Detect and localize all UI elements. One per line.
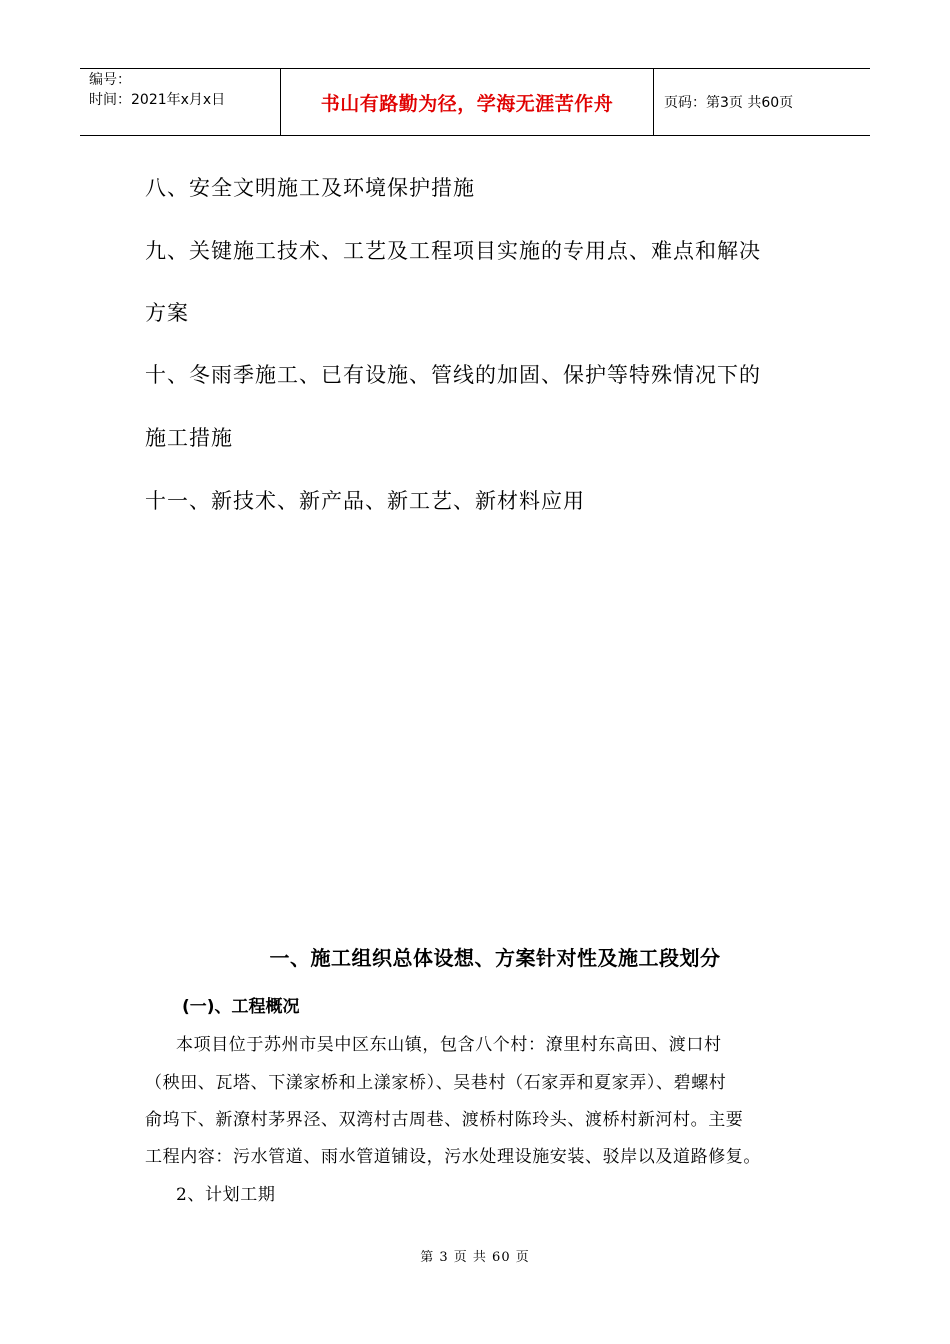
toc-item-11: 十一、新技术、新产品、新工艺、新材料应用 bbox=[145, 489, 585, 513]
subsection-title: (一)、工程概况 bbox=[182, 997, 300, 1017]
paragraph-line: 本项目位于苏州市吴中区东山镇，包含八个村：潦里村东高田、渡口村 bbox=[176, 1035, 722, 1055]
paragraph-line: （秧田、瓦塔、下漾家桥和上漾家桥）、吴巷村（石家弄和夏家弄）、碧螺村 bbox=[145, 1073, 727, 1093]
number-label: 编号： bbox=[89, 72, 131, 88]
toc-item-9: 九、关键施工技术、工艺及工程项目实施的专用点、难点和解决 bbox=[145, 239, 761, 263]
paragraph-line: 俞坞下、新潦村茅界泾、双湾村古周巷、渡桥村陈玲头、渡桥村新河村。主要 bbox=[145, 1110, 744, 1130]
paragraph-line: 工程内容：污水管道、雨水管道铺设，污水处理设施安装、驳岸以及道路修复。 bbox=[145, 1147, 761, 1167]
header-motto: 书山有路勤为径，学海无涯苦作舟 bbox=[281, 69, 654, 135]
toc-item-9-cont: 方案 bbox=[145, 301, 189, 325]
toc-item-8: 八、安全文明施工及环境保护措施 bbox=[145, 176, 475, 200]
date-line: 时间：2021年x月x日 bbox=[89, 92, 226, 108]
page-footer: 第 3 页 共 60 页 bbox=[420, 1250, 530, 1265]
header-meta bbox=[80, 69, 281, 135]
item-2-heading: 2、计划工期 bbox=[176, 1185, 276, 1205]
toc-item-10: 十、冬雨季施工、已有设施、管线的加固、保护等特殊情况下的 bbox=[145, 363, 761, 387]
page-header bbox=[80, 68, 870, 136]
toc-item-10-cont: 施工措施 bbox=[145, 426, 233, 450]
section-title: 一、施工组织总体设想、方案针对性及施工段划分 bbox=[269, 946, 721, 970]
header-page-info: 页码：第3页 共60页 bbox=[664, 95, 794, 111]
